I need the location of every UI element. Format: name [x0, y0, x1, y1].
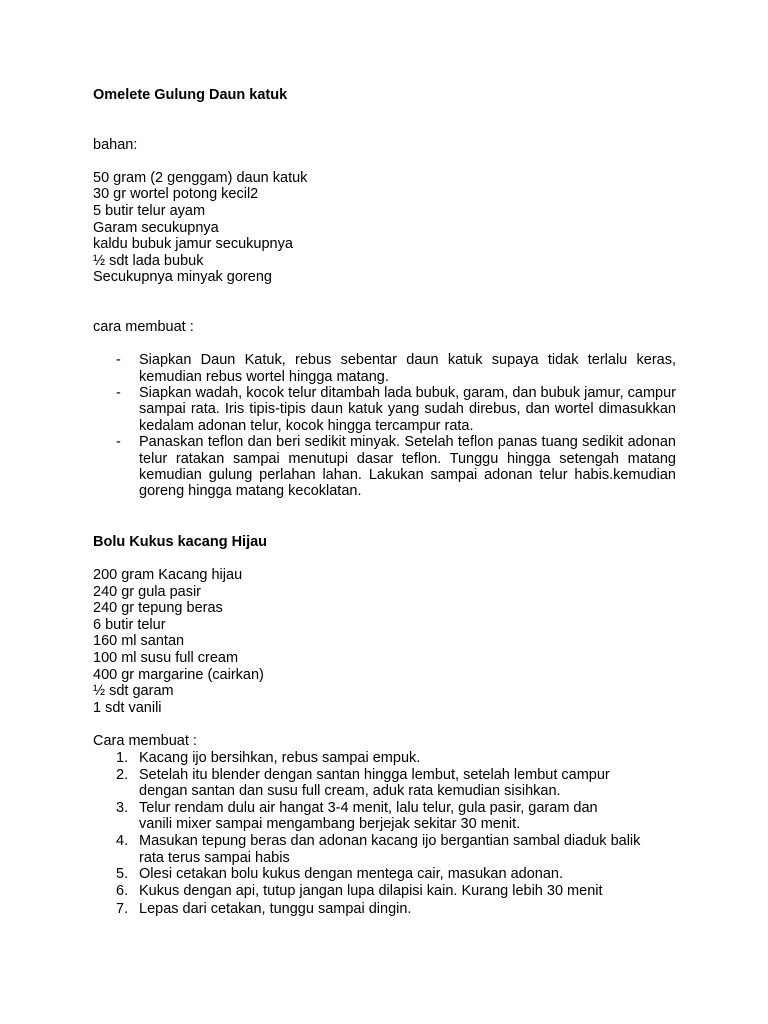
- step-text: dengan santan dan susu full cream, aduk rata kemudian sisihkan.: [139, 783, 561, 800]
- step-text: Kacang ijo bersihkan, rebus sampai empuk.: [139, 749, 421, 766]
- ingredient-line: kaldu bubuk jamur secukupnya: [93, 236, 293, 253]
- bullet-dash: -: [116, 384, 121, 401]
- list-item: [93, 767, 676, 800]
- step-number: 5.: [116, 866, 129, 883]
- step-text: Olesi cetakan bolu kukus dengan mentega cair, masukan adonan.: [139, 866, 563, 883]
- step-number: 4.: [116, 833, 129, 850]
- ingredient-line: 160 ml santan: [93, 633, 185, 650]
- ingredient-line: 240 gr gula pasir: [93, 583, 202, 600]
- recipe2-step-list: [93, 750, 676, 918]
- step-text: Lepas dari cetakan, tunggu sampai dingin.: [139, 900, 412, 917]
- recipe2-title: Bolu Kukus kacang Hijau: [93, 533, 268, 550]
- step-number: 6.: [116, 883, 129, 900]
- step-number: 1.: [116, 749, 129, 766]
- ingredient-line: 100 ml susu full cream: [93, 649, 239, 666]
- list-item: [93, 883, 676, 900]
- step-text: Kukus dengan api, tutup jangan lupa dilapisi kain. Kurang lebih 30 menit: [139, 883, 603, 900]
- ingredient-line: 5 butir telur ayam: [93, 202, 206, 219]
- document-page: [93, 87, 676, 918]
- step-text: Masukan tepung beras dan adonan kacang ijo bergantian sambal diaduk balik: [139, 833, 641, 850]
- bullet-dash: -: [116, 434, 121, 451]
- list-item: [93, 750, 676, 767]
- recipe1-step-list: [93, 352, 676, 500]
- ingredient-line: 1 sdt vanili: [93, 699, 162, 716]
- step-number: 2.: [116, 766, 129, 783]
- step-text: Telur rendam dulu air hangat 3-4 menit, lalu telur, gula pasir, garam dan: [139, 799, 598, 816]
- recipe1-ingredient-list: [93, 170, 676, 286]
- ingredient-line: 240 gr tepung beras: [93, 600, 223, 617]
- ingredient-line: 200 gram Kacang hijau: [93, 566, 243, 583]
- step-number: 7.: [116, 900, 129, 917]
- step-text: vanili mixer sampai mengambang berjejak sekitar 30 menit.: [139, 816, 521, 833]
- recipe2-ingredient-list: [93, 567, 676, 716]
- list-item: [93, 833, 676, 866]
- ingredient-line: Garam secukupnya: [93, 219, 219, 236]
- bullet-dash: -: [116, 352, 121, 369]
- ingredient-line: 400 gr margarine (cairkan): [93, 666, 264, 683]
- list-item: [93, 866, 676, 883]
- step-text: Setelah itu blender dengan santan hingga lembut, setelah lembut campur: [139, 766, 610, 783]
- ingredient-line: Secukupnya minyak goreng: [93, 269, 272, 286]
- list-item: [93, 800, 676, 833]
- step-number: 3.: [116, 799, 129, 816]
- ingredient-line: ½ sdt garam: [93, 683, 174, 700]
- step-text: rata terus sampai habis: [139, 849, 290, 866]
- list-item: [93, 385, 676, 434]
- list-item: [93, 901, 676, 918]
- recipe1-bahan-label: bahan:: [93, 136, 138, 153]
- list-item: [93, 434, 676, 500]
- step-text: Siapkan Daun Katuk, rebus sebentar daun katuk supaya tidak terlalu keras, kemudian rebus wortel hingga matang.: [139, 352, 676, 385]
- ingredient-line: 50 gram (2 genggam) daun katuk: [93, 169, 308, 186]
- step-text: Siapkan wadah, kocok telur ditambah lada bubuk, garam, dan bubuk jamur, campur sampai rata. Iris tipis-tipis daun katuk yang sudah direbus, dan wortel dimasukkan kedalam adonan telur, kocok hingga tercampur rata.: [139, 384, 676, 434]
- list-item: [93, 352, 676, 385]
- recipe2-method-label: Cara membuat :: [93, 732, 197, 749]
- ingredient-line: ½ sdt lada bubuk: [93, 252, 204, 269]
- recipe1-method-label: cara membuat :: [93, 318, 194, 335]
- step-text: Panaskan teflon dan beri sedikit minyak. Setelah teflon panas tuang sedikit adonan telur ratakan sampai menutupi dasar teflon. Tunggu hingga setengah matang kemudian gulung perlahan lahan. Lakukan sampai adonan telur habis.kemudian goreng hingga matang kecoklatan.: [139, 434, 676, 500]
- ingredient-line: 6 butir telur: [93, 616, 166, 633]
- recipe1-title: Omelete Gulung Daun katuk: [93, 87, 288, 103]
- ingredient-line: 30 gr wortel potong kecil2: [93, 186, 259, 203]
